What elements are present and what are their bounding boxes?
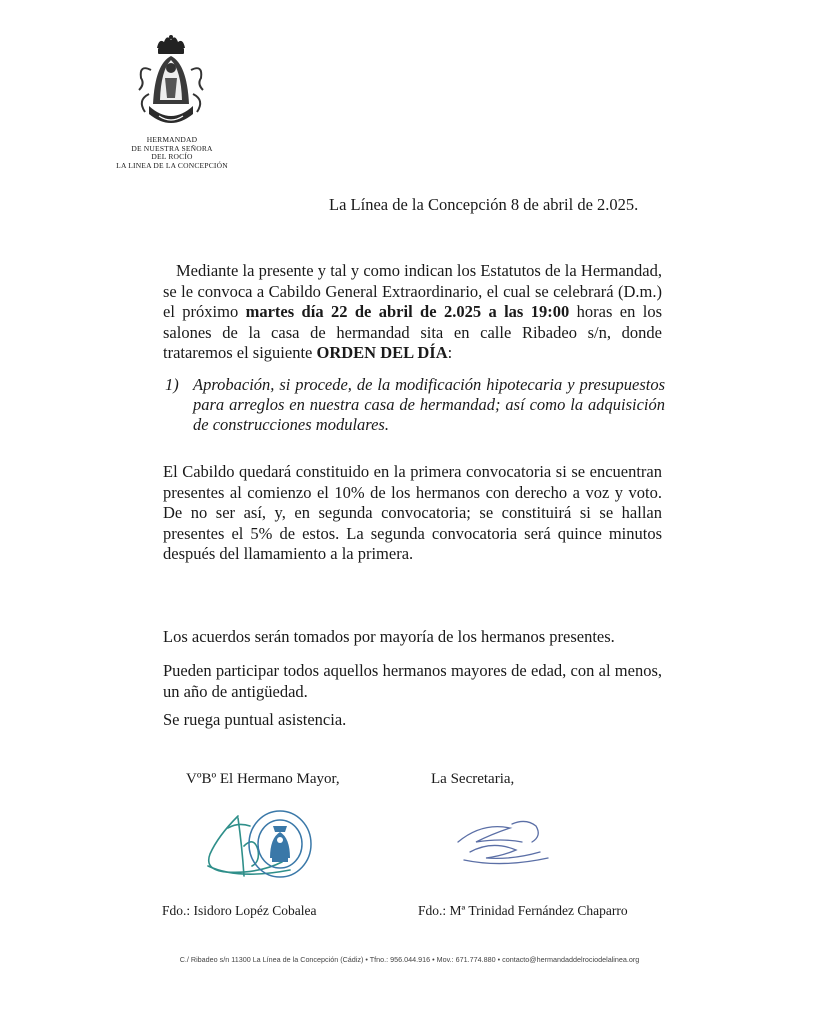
p1-text-a: Mediante la presente y tal y como indican los Estatutos de la Hermandad, se le convoca a Cabildo General Extraordinario, el cual se celebrará (D.m.) el próximo — [163, 261, 662, 321]
crest-icon — [133, 34, 209, 134]
secretaria-signature — [452, 812, 560, 870]
agenda-heading: ORDEN DEL DÍA — [316, 343, 448, 362]
p1-text-c: : — [447, 343, 453, 362]
agenda-item-number: 1) — [165, 375, 179, 394]
date-line: La Línea de la Concepción 8 de abril de 2.025. — [329, 195, 639, 214]
contact-footer: C./ Ribadeo s/n 11300 La Línea de la Concepción (Cádiz) • Tfno.: 956.044.916 • Mov.: 671.774.880 • contacto@hermandaddelrociodelalinea.org — [179, 955, 640, 964]
brand-line-1: HERMANDAD — [146, 135, 198, 144]
agenda-item-text: Aprobación, si procede, de la modificación hipotecaria y presupuestos para arreglos en nuestra casa de hermandad; así como la adquisición de construcciones modulares. — [193, 375, 665, 434]
brand-line-2: DE NUESTRA SEÑORA — [131, 143, 213, 153]
convocation-paragraph — [163, 261, 662, 364]
hermano-mayor-label: VºBº El Hermano Mayor, — [186, 771, 340, 787]
hermano-mayor-name: Fdo.: Isidoro Lopéz Cobalea — [162, 903, 317, 918]
brand-line-4: LA LINEA DE LA CONCEPCIÓN — [116, 160, 228, 170]
agreements-paragraph: Los acuerdos serán tomados por mayoría de los hermanos presentes. — [163, 627, 615, 646]
brotherhood-name — [100, 136, 244, 170]
brand-line-3: DEL ROCÍO — [151, 152, 193, 162]
quorum-paragraph: El Cabildo quedará constituido en la primera convocatoria si se encuentran presentes al comienzo el 10% de los hermanos con derecho a voz y voto. De no ser así, y, en segunda convocatoria; se constituirá si se hallan presentes el 5% de estos. La segunda convocatoria será quince minutos después del llamamiento a la primera. — [163, 462, 662, 563]
meeting-date-time: martes día 22 de abril de 2.025 a las 19:00 — [245, 302, 570, 321]
secretaria-label: La Secretaria, — [431, 771, 515, 787]
attendance-paragraph: Se ruega puntual asistencia. — [163, 710, 347, 729]
participation-paragraph: Pueden participar todos aquellos hermanos mayores de edad, con al menos, un año de antigüedad. — [163, 661, 662, 701]
secretaria-name: Fdo.: Mª Trinidad Fernández Chaparro — [418, 903, 628, 918]
p1-text-b: horas en los salones de la casa de hermandad sita en calle Ribadeo s/n, donde trataremos el siguiente — [163, 302, 662, 362]
agenda-item — [165, 375, 665, 435]
seal-stamp-icon — [246, 808, 314, 880]
